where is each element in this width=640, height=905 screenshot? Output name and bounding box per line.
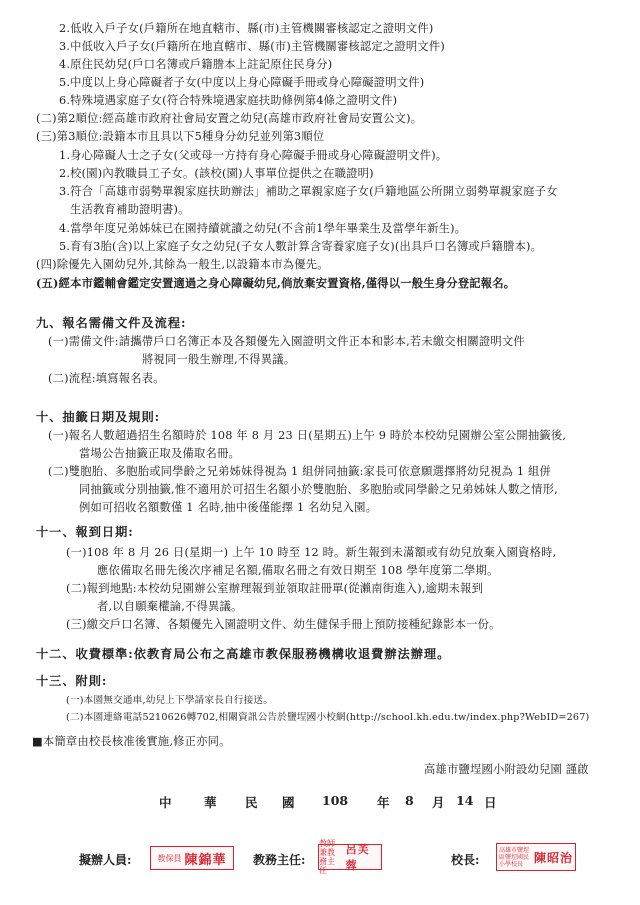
principal-stamp [496, 843, 576, 871]
section-11-item-1-cont: 應依備取名冊先後次序補足名額,備取名冊之有效日期至 108 學年度第二學期。 [97, 564, 499, 577]
section-11-item-2-cont: 者,以自願棄權論,不得異議。 [97, 600, 243, 613]
priority3-item-5: 5.育有3胎(含)以上家庭子女之幼兒(子女人數計算含寄養家庭子女)(出具戶口名簿或戶籍謄本)。 [59, 240, 543, 253]
section-10-heading: 十、抽籤日期及規則: [36, 410, 161, 424]
principal-stamp-title: 高雄市鹽埕區鹽埕國民小學校長 [498, 846, 529, 868]
section-11-item-3: (三)繳交戶口名簿、各類優先入園證明文件、幼生健保手冊上預防接種紀錄影本一份。 [66, 618, 501, 631]
section-13-item-1: (一)本園無交通車,幼兒上下學請家長自行接送。 [66, 695, 274, 706]
date-month: 8 [405, 793, 414, 808]
priority3-item-4: 4.當學年度兄弟姊妹已在園持續就讀之幼兒(不含前1學年畢業生及當學年新生)。 [59, 222, 467, 235]
section-10-item-2-cont2: 例如可招收名額數僅 1 名時,抽中後僅能擇 1 名幼兒入園。 [79, 501, 378, 514]
priority-item-2: 2.低收入戶子女(戶籍所在地直轄市、縣(市)主管機關審核認定之證明文件) [59, 22, 434, 35]
date-char: 日 [484, 795, 497, 810]
section-12-heading: 十二、收費標準:依教育局公布之高雄市教保服務機構收退費辦法辦理。 [36, 647, 451, 661]
priority-4: (四)除優先入園幼兒外,其餘為一般生,以設籍本市為優先。 [36, 258, 329, 271]
academic-stamp-title: 教師兼教務主任 [319, 839, 335, 875]
date-char: 國 [282, 795, 295, 810]
priority-5: (五)經本市鑑輔會鑑定安置適過之身心障礙幼兒,倘放棄安置資格,僅得以一般生身分登記報名。 [36, 276, 516, 290]
drafter-stamp-name: 陳錦華 [184, 852, 227, 868]
priority-3: (三)第3順位:設籍本市且具以下5種身分幼兒並列第3順位 [36, 130, 325, 143]
priority-item-6: 6.特殊境遇家庭子女(符合特殊境遇家庭扶助條例第4條之證明文件) [59, 94, 398, 107]
drafter-label: 擬辦人員: [79, 853, 132, 867]
priority-item-4: 4.原住民幼兒(戶口名簿或戶籍謄本上註記原住民身分) [59, 58, 333, 71]
section-11-item-2: (二)報到地點:本校幼兒園辦公室辦理報到並領取註冊單(從瀨南街進入),逾期未報到 [66, 582, 484, 595]
priority3-item-3: 3.符合「高雄市弱勢單親家庭扶助辦法」補助之單親家庭子女(戶籍地區公所開立弱勢單親家庭子女 [59, 185, 558, 198]
section-10-item-1: (一)報名人數超過招生名額時於 108 年 8 月 23 日(星期五)上午 9 時於本校幼兒園辦公室公開抽籤後, [48, 429, 567, 442]
academic-director-label: 教務主任: [253, 853, 306, 867]
approval-note: ■本簡章由校長核准後實施,修正亦同。 [32, 735, 231, 748]
section-10-item-2-cont1: 同抽籤或分別抽籤,惟不適用於可招生名額小於雙胞胎、多胞胎或同學齡之兄弟姊妹人數之情形, [79, 483, 558, 496]
section-10-item-1-cont: 當場公告抽籤正取及備取名冊。 [79, 447, 240, 460]
section-11-item-1: (一)108 年 8 月 26 日(星期一) 上午 10 時至 12 時。新生報到未滿額或有幼兒放棄入園資格時, [66, 546, 557, 559]
drafter-stamp [150, 846, 234, 870]
section-11-heading: 十一、報到日期: [36, 525, 134, 539]
drafter-stamp-title: 教保員 [157, 853, 182, 863]
priority-2: (二)第2順位:經高雄市政府社會局安置之幼兒(高雄市政府社會局安置公文)。 [36, 112, 423, 125]
section-13-heading: 十三、附則: [36, 674, 108, 688]
priority3-item-1: 1.身心障礙人士之子女(父或母一方持有身心障礙手冊或身心障礙證明文件)。 [59, 149, 448, 162]
section-9-item-1: (一)需備文件:請攜帶戶口名簿正本及各類優先入園證明文件正本和影本,若未繳交相關證明文件 [48, 335, 525, 348]
section-9-heading: 九、報名需備文件及流程: [36, 316, 187, 330]
signer-line: 高雄市鹽埕國小附設幼兒園 謹啟 [424, 763, 589, 776]
principal-label: 校長: [451, 853, 480, 867]
date-char: 華 [204, 795, 217, 810]
date-year: 108 [322, 793, 349, 808]
academic-director-stamp [318, 839, 382, 875]
principal-stamp-name: 陳昭治 [533, 850, 573, 865]
priority3-item-2: 2.校(園)內教職員工子女。(該校(園)人事單位提供之在職證明) [59, 167, 374, 180]
academic-stamp-name: 呂芙蓉 [345, 843, 370, 872]
priority-item-5: 5.中度以上身心障礙者子女(中度以上身心障礙手冊或身心障礙證明文件) [59, 76, 425, 89]
date-char: 民 [245, 795, 258, 810]
section-10-item-2: (二)雙胞胎、多胞胎或同學齡之兄弟姊妹得視為 1 組併同抽籤:家長可依意願選擇將幼兒視為 1 組併 [48, 465, 552, 478]
date-day: 14 [456, 793, 474, 808]
section-13-item-2: (二)本園連絡電話5210626轉702,相關資訊公告於鹽埕國小校網(http://school.kh.edu.tw/index.php?WebID=267) [66, 712, 590, 723]
priority3-item-3-cont: 生活教育補助證明書)。 [70, 203, 190, 216]
date-char: 中 [159, 795, 172, 810]
date-char: 年 [377, 795, 390, 810]
section-9-item-1-cont: 將視同一般生辦理,不得異議。 [142, 353, 296, 366]
date-char: 月 [432, 795, 445, 810]
priority-item-3: 3.中低收入戶子女(戶籍所在地直轄市、縣(市)主管機關審核認定之證明文件) [59, 40, 446, 53]
section-9-item-2: (二)流程:填寫報名表。 [48, 372, 165, 385]
